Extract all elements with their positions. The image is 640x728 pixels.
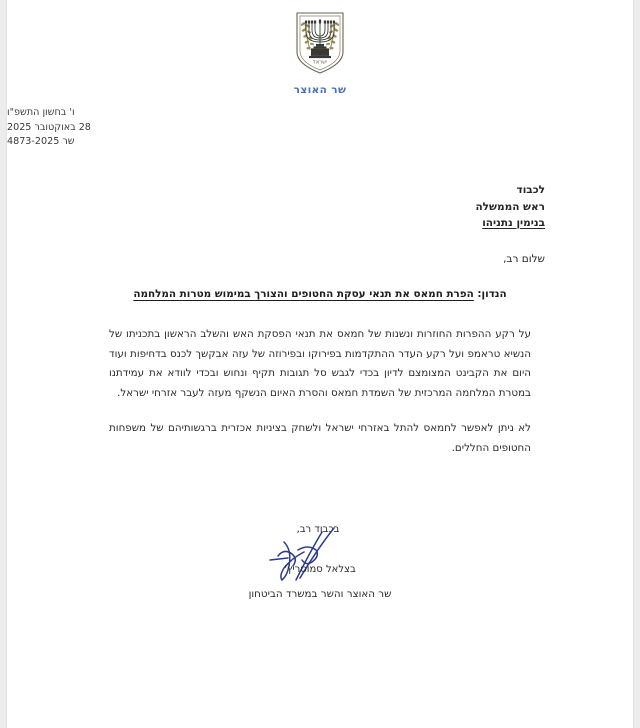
subject-text: הפרת חמאס את תנאי עסקת החטופים והצורך במימוש מטרות המלחמה (133, 288, 474, 300)
ministry-title: שר האוצר (293, 84, 347, 96)
addressee-role: ראש הממשלה (475, 200, 545, 213)
document-page (6, 0, 634, 728)
hebrew-date: ו' בחשון התשפ"ו (7, 107, 75, 118)
body-paragraph-1: על רקע ההפרות החוזרות ונשנות של חמאס את תנאי הפסקת האש והשלב הראשון בתכניתו של הנשיא טראמפ ועל רקע העדר ההתקדמות בפירוקו ובפירוזה של עזה אבקשך לכנס בדחיפות ועוד היום את הקבינט המצומצם לדיון בכדי לגבש סל תגובות תקיף ונחוש ובכדי לוודא את עמידתנו במטרת המלחמה המרכזית של השמדת חמאס והסרת האיום הנשקף מעזה לעבר אזרחי ישראל. (109, 328, 531, 399)
gregorian-date: 28 באוקטובר 2025 (7, 121, 91, 133)
signature-regards: בכבוד רב, (296, 524, 340, 535)
signature-area (210, 524, 430, 586)
israel-state-emblem-icon (292, 10, 348, 76)
reference-number: שר 4873-2025 (7, 136, 75, 147)
letter-sheet (7, 0, 633, 728)
body-paragraph-2-container (109, 419, 531, 458)
addressee-block (475, 182, 545, 232)
greeting-line: שלום רב, (503, 253, 545, 265)
body-paragraph-1-container (109, 325, 531, 403)
signatory-name: בצלאל סמוטריץ' (284, 564, 356, 575)
emblem-caption: ישראל (312, 59, 328, 66)
subject-line (7, 288, 633, 300)
subject-label: הנדון: (477, 288, 507, 300)
addressee-name: בנימין נתניהו (482, 217, 545, 229)
signatory-role: שר האוצר והשר במשרד הביטחון (248, 588, 392, 600)
date-reference-block (7, 106, 217, 150)
letterhead (7, 10, 633, 96)
addressee-honorific: לכבוד (516, 184, 545, 196)
signature-block (7, 524, 633, 600)
body-paragraph-2: לא ניתן לאפשר לחמאס להתל באזרחי ישראל ולשחק בציניות אכזרית ברגשותיהם של משפחות החטופים החללים. (109, 422, 531, 454)
